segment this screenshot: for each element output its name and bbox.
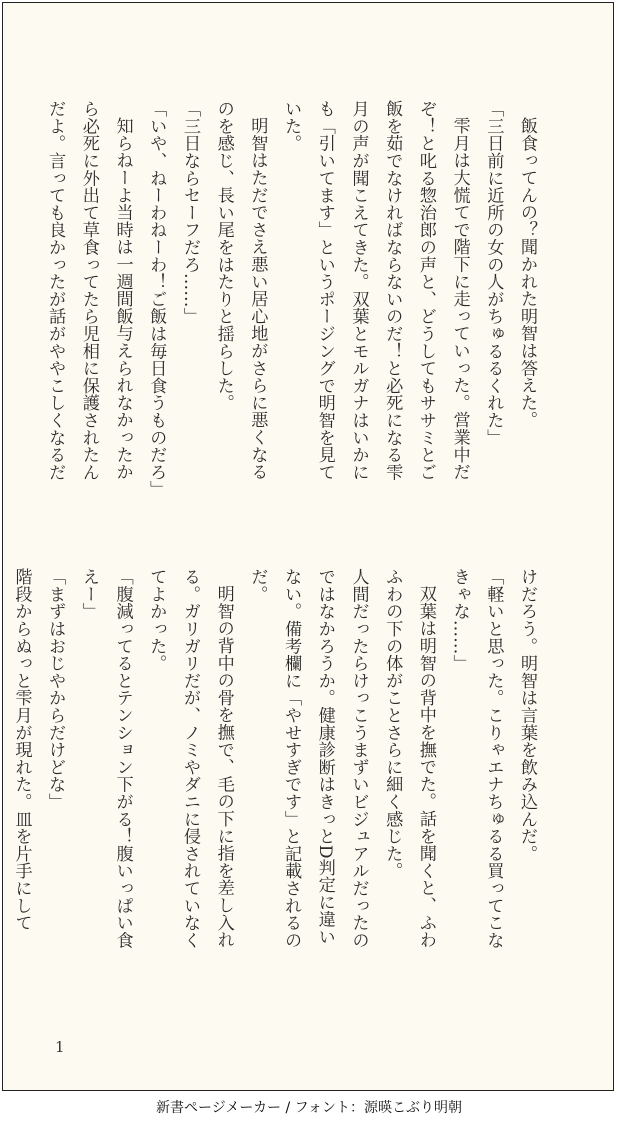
text-line: 知らねーよ当時は一週間飯与えられなかったか: [112, 117, 133, 481]
text-line: も「引いてます」というポージングで明智を見て: [314, 100, 335, 481]
text-line: ぞ！と叱る惣治郎の声と、どうしてもササミとご: [415, 100, 436, 481]
text-line: だ。: [247, 568, 268, 603]
text-line: 「腹減ってるとテンション下がる！腹いっぱい食: [112, 568, 133, 949]
manuscript-page: [2, 2, 614, 1091]
text-line: てよかった。: [146, 568, 167, 672]
text-line: だよ。言っても良かったが話がややこしくなるだ: [45, 100, 66, 481]
text-line: 明智はただでさえ悪い居心地がさらに悪くなる: [247, 117, 268, 481]
text-line: いた。: [281, 100, 302, 152]
text-line: 飯を茹でなければならないのだ！と必死になる雫: [382, 100, 403, 481]
text-line: のを感じ、長い尾をはたりと揺らした。: [213, 100, 234, 412]
text-line: ら必死に外出て草食ってたら児相に保護されたん: [78, 100, 99, 481]
text-line: 「三日ならセーフだろ……」: [179, 100, 200, 325]
text-line: えー」: [78, 568, 99, 620]
text-line: 双葉は明智の背中を撫でた。話を聞くと、ふわ: [415, 585, 436, 949]
text-line: ない。備考欄に「やせすぎです」と記載されるの: [281, 568, 302, 949]
page-number: 1: [55, 1038, 65, 1056]
text-line: 明智の背中の骨を撫で、毛の下に指を差し入れ: [213, 585, 234, 949]
text-line: 雫月は大慌てで階下に走っていった。営業中だ: [449, 117, 470, 481]
text-line: 「三日前に近所の女の人がちゅるるくれた」: [483, 100, 504, 446]
lower-text-block: [4, 568, 543, 998]
text-line: る。ガリガリだが、ノミやダニに侵されていなく: [179, 568, 200, 949]
text-line: きゃな……」: [449, 568, 470, 672]
text-line: けだろう。明智は言葉を飲み込んだ。: [517, 568, 537, 863]
text-line: 月の声が聞こえてきた。双葉とモルガナはいかに: [348, 100, 369, 481]
text-line: ではなかろうか。健康診断はきっとD判定に違い: [314, 568, 335, 946]
text-line: 「軽いと思った。こりゃエナちゅるる買ってこな: [483, 568, 504, 949]
upper-text-block: [37, 100, 543, 530]
text-line: 人間だったらけっこうまずいビジュアルだったの: [348, 568, 369, 949]
text-line: 階段からぬっと雫月が現れた。皿を片手にして: [11, 568, 32, 932]
text-line: 飯食ってんの？聞かれた明智は答えた。: [517, 117, 537, 429]
footer-credit: 新書ページメーカー / フォント：源暎こぶり明朝: [156, 1100, 462, 1116]
text-line: ふわの下の体がことさらに細く感じた。: [382, 568, 403, 880]
text-line: 「まずはおじやからだけどな」: [45, 568, 66, 811]
text-line: 「いや、ねーわねーわ！ご飯は毎日食うものだろ」: [146, 100, 167, 498]
